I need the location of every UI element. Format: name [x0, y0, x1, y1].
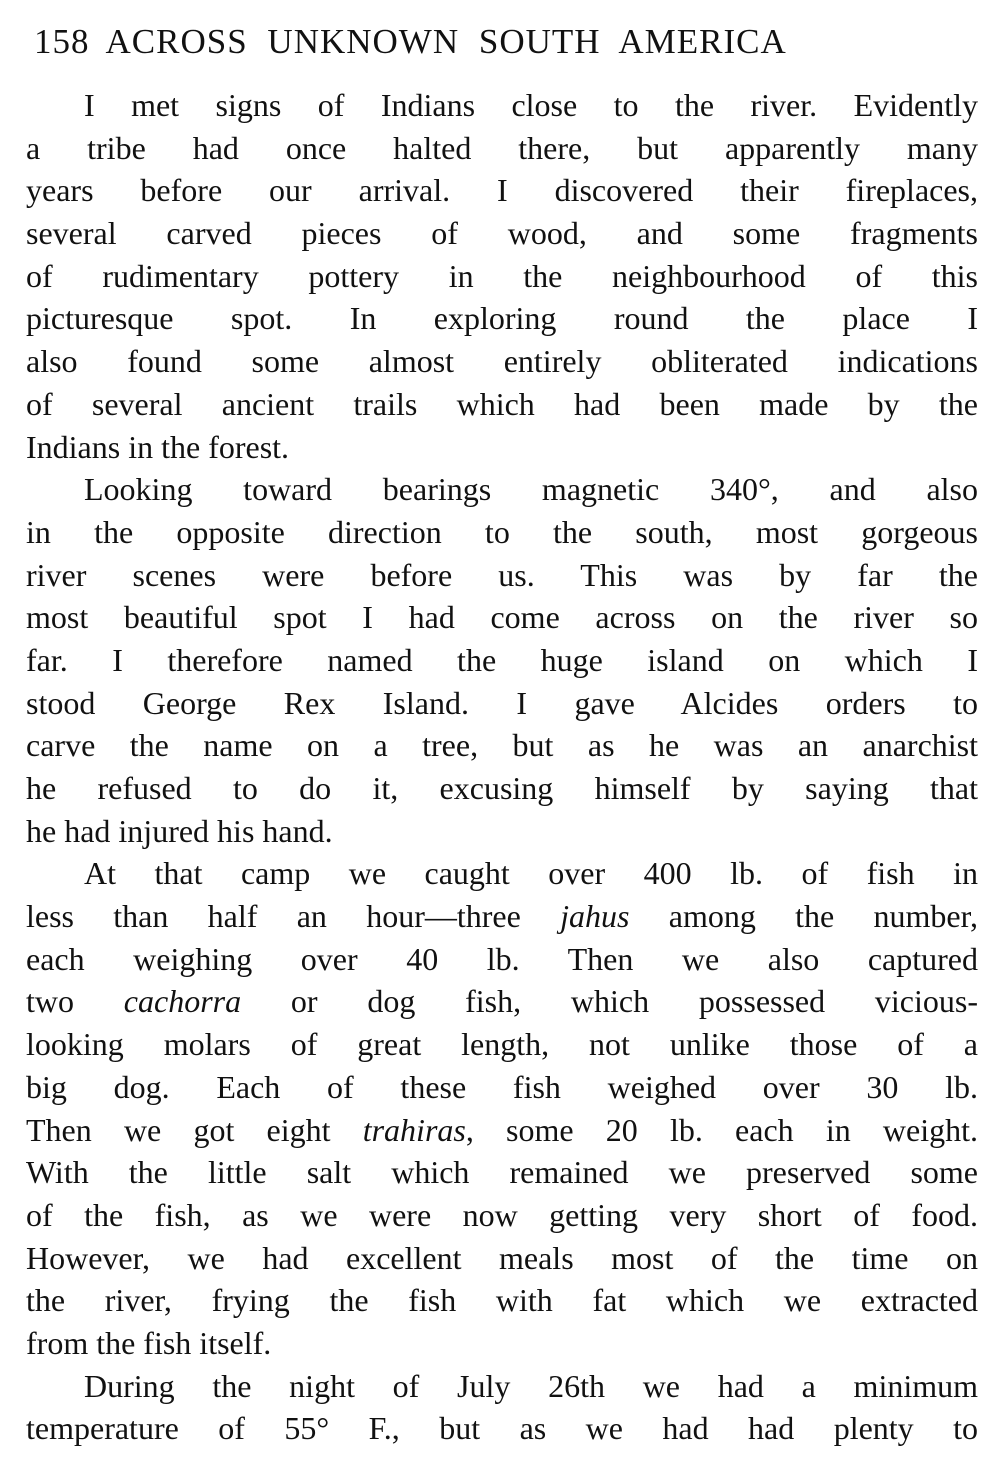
text-run: Then we got eight [26, 1111, 363, 1148]
text-run: , some 20 lb. each in weight. [465, 1111, 978, 1148]
text-line: big dog. Each of these fish weighed over 30 lb. [26, 1068, 978, 1105]
text-line: most beautiful spot I had come across on the river so [26, 599, 978, 636]
text-line: he had injured his hand. [26, 812, 333, 849]
paragraph-george-rex-island [26, 468, 978, 852]
text-run: two [26, 983, 124, 1020]
text-line: each weighing over 40 lb. Then we also captured [26, 940, 978, 977]
text-line: At that camp we caught over 400 lb. of fish in [84, 855, 978, 892]
italic-term-cachorra: cachorra [123, 983, 242, 1020]
text-line: the river, frying the fish with fat which we extracted [26, 1282, 978, 1319]
text-line: I met signs of Indians close to the river. Evidently [84, 87, 978, 123]
text-line: During the night of July 26th we had a minimum [84, 1367, 978, 1404]
text-line: from the fish itself. [26, 1324, 272, 1361]
text-line: far. I therefore named the huge island on which I [26, 641, 978, 678]
text-line: temperature of 55° F., but as we had had plenty to [26, 1410, 978, 1447]
text-line: years before our arrival. I discovered their fireplaces, [26, 172, 978, 209]
text-line: picturesque spot. In exploring round the place I [26, 300, 978, 337]
page-number: 158 [34, 22, 90, 61]
text-line: of rudimentary pottery in the neighbourhood of this [26, 257, 978, 294]
text-run: less than half an hour—three [26, 898, 561, 935]
text-line: a tribe had once halted there, but apparently many [26, 129, 978, 166]
running-head [26, 22, 978, 84]
text-line: river scenes were before us. This was by far the [26, 556, 978, 593]
italic-term-trahiras: trahiras [362, 1111, 466, 1148]
text-line: he refused to do it, excusing himself by saying that [26, 770, 978, 806]
text-line: With the little salt which remained we preserved some [26, 1154, 978, 1191]
text-line: stood George Rex Island. I gave Alcides orders to [26, 684, 978, 721]
text-line: Looking toward bearings magnetic 340°, and also [84, 471, 978, 508]
text-line: of several ancient trails which had been made by the [26, 385, 978, 422]
text-line: carve the name on a tree, but as he was an anarchist [26, 727, 978, 764]
paragraph-fishing [26, 852, 978, 1364]
book-page [26, 22, 978, 1450]
paragraph-night-temperature [26, 1365, 978, 1450]
text-line [26, 895, 978, 938]
text-line [26, 980, 978, 1023]
text-line: in the opposite direction to the south, most gorgeous [26, 513, 978, 550]
text-line: of the fish, as we were now getting very short of food. [26, 1196, 978, 1233]
paragraph-indian-signs [26, 84, 978, 468]
italic-term-jahus: jahus [560, 898, 630, 935]
text-line: also found some almost entirely obliterated indications [26, 343, 978, 380]
text-run: or dog fish, which possessed vicious- [241, 983, 978, 1020]
text-line [26, 1109, 978, 1152]
book-title: ACROSS UNKNOWN SOUTH AMERICA [105, 22, 787, 61]
text-line: several carved pieces of wood, and some fragments [26, 215, 978, 252]
text-line: Indians in the forest. [26, 428, 290, 465]
text-line: looking molars of great length, not unlike those of a [26, 1026, 978, 1063]
text-run: among the number, [629, 898, 978, 935]
text-line: However, we had excellent meals most of the time on [26, 1239, 978, 1276]
